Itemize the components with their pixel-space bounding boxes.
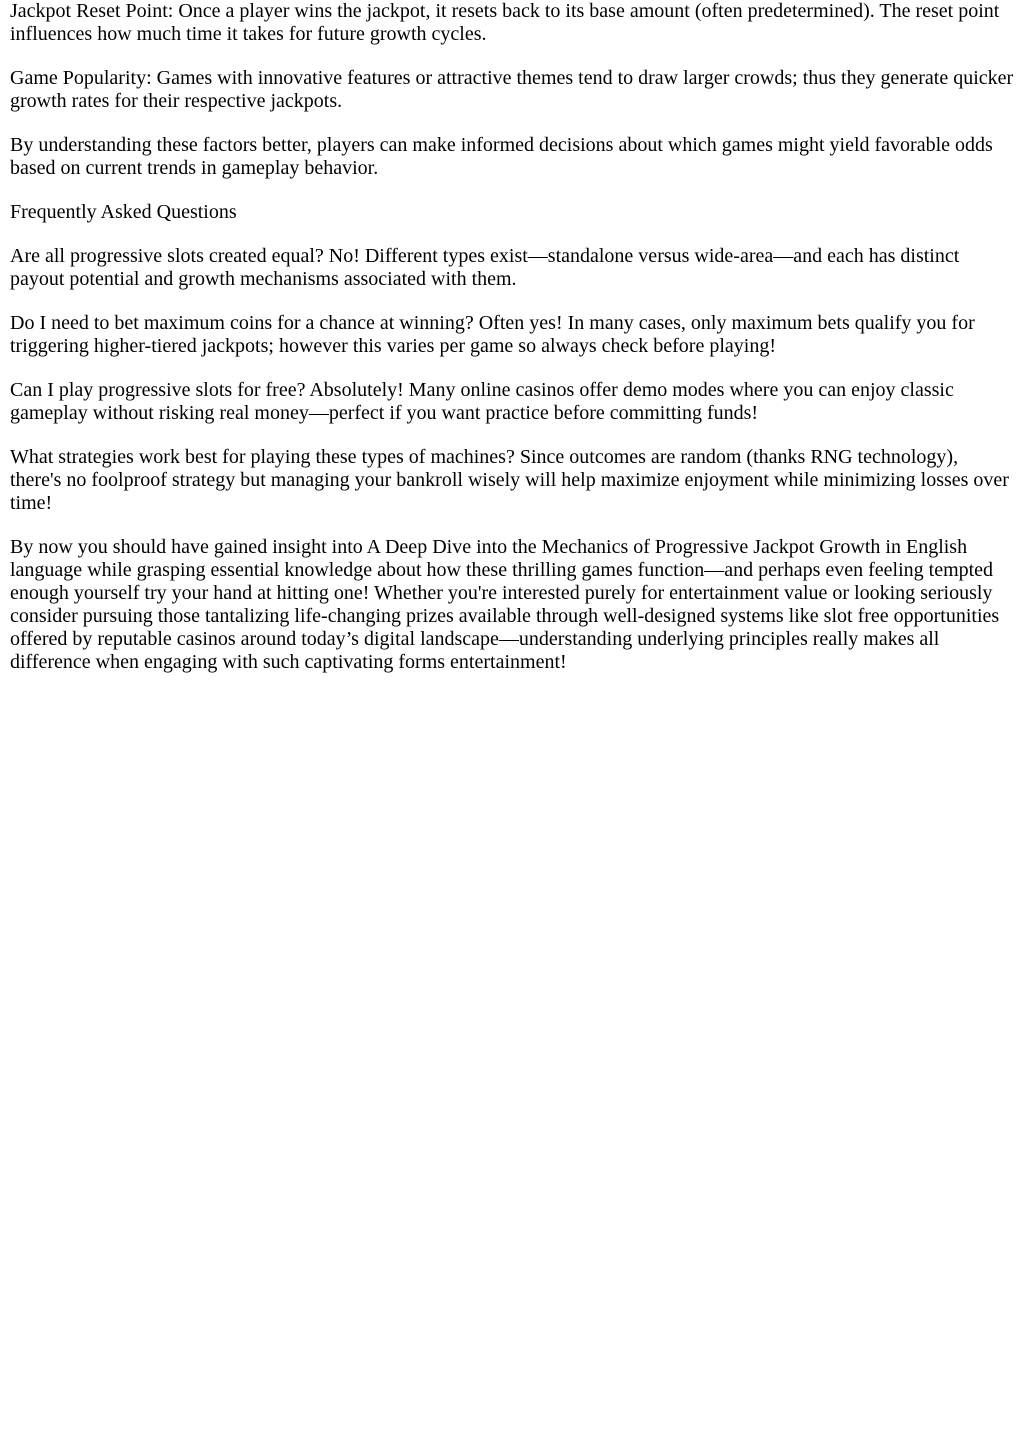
faq-strategies: What strategies work best for playing these types of machines? Since outcomes are random (thanks RNG technology), there's no foolproof strategy but managing your bankroll wisely will help maximize enjoyment while minimizing losses over time! — [10, 446, 1009, 514]
article-body — [0, 0, 1024, 674]
paragraph-understanding-factors: By understanding these factors better, players can make informed decisions about which games might yield favorable odds based on current trends in gameplay behavior. — [10, 134, 993, 179]
paragraph-conclusion: By now you should have gained insight into A Deep Dive into the Mechanics of Progressive Jackpot Growth in English language while grasping essential knowledge about how these thrilling games function—and perhaps even feeling tempted enough yourself try your hand at hitting one! Whether you're interested purely for entertainment value or looking seriously consider pursuing those tantalizing life-changing prizes available through well-designed systems like slot free opportunities offered by reputable casinos around today’s digital landscape—understanding underlying principles really makes all difference when engaging with such captivating forms entertainment! — [10, 536, 1000, 673]
paragraph-game-popularity: Game Popularity: Games with innovative features or attractive themes tend to draw larger crowds; thus they generate quicker growth rates for their respective jackpots. — [10, 67, 1014, 112]
faq-play-for-free: Can I play progressive slots for free? Absolutely! Many online casinos offer demo modes where you can enjoy classic gameplay without risking real money—perfect if you want practice before committing funds! — [10, 379, 954, 424]
faq-maximum-coins: Do I need to bet maximum coins for a chance at winning? Often yes! In many cases, only maximum bets qualify you for triggering higher-tiered jackpots; however this varies per game so always check before playing! — [10, 312, 975, 357]
paragraph-jackpot-reset-point: Jackpot Reset Point: Once a player wins the jackpot, it resets back to its base amount (often predetermined). The reset point influences how much time it takes for future growth cycles. — [10, 0, 1000, 45]
faq-heading: Frequently Asked Questions — [10, 201, 237, 223]
faq-progressive-slots-equal: Are all progressive slots created equal? No! Different types exist—standalone versus wide-area—and each has distinct payout potential and growth mechanisms associated with them. — [10, 245, 960, 290]
